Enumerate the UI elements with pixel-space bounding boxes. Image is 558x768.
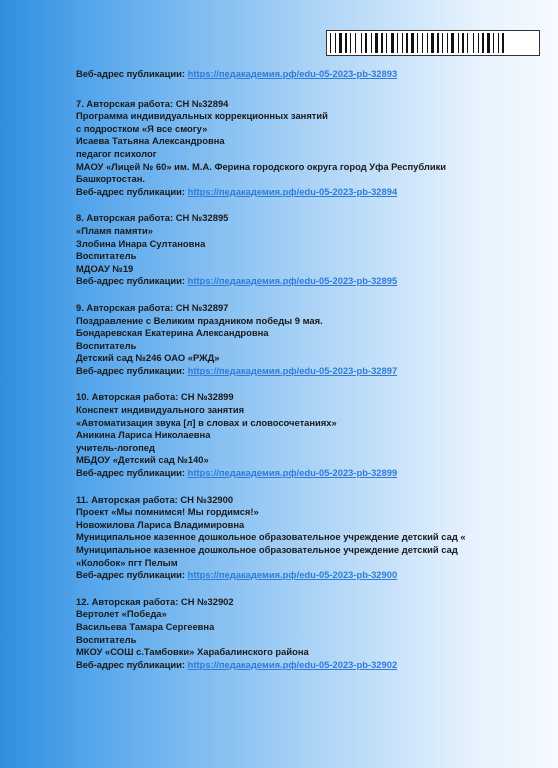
entry-12 [76, 596, 546, 672]
barcode-stripe [460, 33, 461, 53]
entry-line: «Колобок» пгт Пелым [76, 556, 178, 568]
publication-link[interactable]: https://педакадемия.рф/edu-05-2023-pb-32900 [187, 569, 398, 581]
barcode-stripe [397, 33, 398, 53]
entry-7 [76, 98, 546, 199]
barcode-stripe [478, 33, 479, 53]
entry-line: Программа индивидуальных коррекционных занятий [76, 110, 328, 122]
entry-line: педагог психолог [76, 147, 157, 159]
url-label: Веб-адрес публикации: [76, 569, 186, 581]
barcode-stripe [449, 33, 450, 53]
barcode-stripe [365, 33, 367, 53]
entry-line: Воспитатель [76, 339, 137, 351]
entry-line: Васильева Тамара Сергеевна [76, 620, 215, 632]
barcode-stripe [469, 33, 472, 53]
barcode-stripe [371, 33, 372, 53]
barcode-stripe [388, 33, 390, 53]
url-label: Веб-адрес публикации: [76, 185, 186, 197]
barcode-stripe [386, 33, 387, 53]
entry-line: Новожилова Лариса Владимировна [76, 518, 245, 530]
entry-line: МАОУ «Лицей № 60» им. М.А. Ферина городского округа город Уфа Республики [76, 160, 447, 172]
barcode-stripe [415, 33, 416, 53]
barcode-stripe [348, 33, 349, 53]
barcode-stripe [330, 33, 331, 53]
barcode-stripe [357, 33, 360, 53]
publication-link[interactable]: https://педакадемия.рф/edu-05-2023-pb-32902 [187, 658, 398, 670]
barcode-stripe [435, 33, 436, 53]
entry-11 [76, 494, 546, 582]
barcode [326, 30, 540, 56]
entry-line: Злобина Инара Султановна [76, 237, 206, 249]
barcode-stripe [343, 33, 344, 53]
barcode-stripe [431, 33, 434, 53]
barcode-stripe [462, 33, 464, 53]
entry-line: МБДОУ «Детский сад №140» [76, 454, 209, 466]
entry-10 [76, 391, 546, 479]
barcode-stripe [335, 33, 336, 53]
barcode-stripe [444, 33, 446, 53]
barcode-stripe [395, 33, 396, 53]
url-line [76, 186, 546, 199]
barcode-stripe [409, 33, 410, 53]
barcode-stripe [424, 33, 426, 53]
barcode-stripe [480, 33, 481, 53]
barcode-stripe [427, 33, 428, 53]
barcode-stripe [402, 33, 403, 53]
barcode-stripe [379, 33, 380, 53]
barcode-stripe [491, 33, 492, 53]
barcode-stripe [495, 33, 497, 53]
barcode-stripe [458, 33, 459, 53]
barcode-stripe [355, 33, 356, 53]
entry-header: 9. Авторская работа: СН №32897 [76, 301, 229, 313]
barcode-stripe [475, 33, 477, 53]
url-line [76, 275, 546, 288]
url-label: Веб-адрес публикации: [76, 658, 186, 670]
entry-line: Детский сад №246 ОАО «РЖД» [76, 352, 220, 364]
barcode-stripe [368, 33, 370, 53]
entry-line: Муниципальное казенное дошкольное образовательное учреждение детский сад [76, 544, 458, 555]
barcode-stripe [361, 33, 362, 53]
barcode-stripe [498, 33, 499, 53]
barcode-stripe [447, 33, 448, 53]
entry-8 [76, 212, 546, 288]
url-label: Веб-адрес публикации: [76, 364, 186, 376]
url-line [76, 467, 546, 480]
entry-line: «Пламя памяти» [76, 224, 153, 236]
publication-link[interactable]: https://педакадемия.рф/edu-05-2023-pb-32894 [187, 185, 398, 197]
entry-line: Воспитатель [76, 250, 137, 262]
entry-line: Вертолет «Победа» [76, 608, 167, 620]
url-label: Веб-адрес публикации: [76, 467, 186, 479]
barcode-stripe [350, 33, 351, 53]
publication-link[interactable]: https://педакадемия.рф/edu-05-2023-pb-32899 [187, 467, 398, 479]
barcode-stripe [505, 33, 506, 53]
entry-line: Воспитатель [76, 633, 137, 645]
barcode-stripe [442, 33, 443, 53]
barcode-stripe [399, 33, 401, 53]
entry-line: МДОАУ №19 [76, 262, 134, 274]
barcode-stripe [473, 33, 474, 53]
barcode-stripe [363, 33, 364, 53]
entry-line: «Автоматизация звука [л] в словах и словосочетаниях» [76, 416, 337, 428]
barcode-stripe [437, 33, 439, 53]
barcode-stripe [375, 33, 378, 53]
document-content [76, 68, 546, 685]
barcode-stripe [467, 33, 468, 53]
entry-header: 8. Авторская работа: СН №32895 [76, 212, 229, 224]
entry-line: Проект «Мы помнимся! Мы гордимся!» [76, 506, 259, 518]
url-line [76, 659, 546, 672]
barcode-stripe [345, 33, 347, 53]
barcode-stripe [337, 33, 338, 53]
entry-line: МКОУ «СОШ с.Тамбовки» Харабалинского района [76, 646, 309, 658]
barcode-stripe [384, 33, 385, 53]
barcode-stripe [404, 33, 405, 53]
barcode-stripe [482, 33, 484, 53]
entry-line: учитель-логопед [76, 441, 155, 453]
barcode-stripe [451, 33, 454, 53]
barcode-stripe [493, 33, 494, 53]
entry-line: Бондаревская Екатерина Александровна [76, 327, 269, 339]
barcode-stripe [417, 33, 418, 53]
url-label: Веб-адрес публикации: [76, 275, 186, 287]
entry-header: 12. Авторская работа: СН №32902 [76, 595, 234, 607]
first-url-line [76, 68, 546, 81]
barcode-stripe [419, 33, 421, 53]
entry-header: 11. Авторская работа: СН №32900 [76, 493, 234, 505]
publication-link[interactable]: https://педакадемия.рф/edu-05-2023-pb-32895 [187, 275, 398, 287]
barcode-stripe [440, 33, 441, 53]
publication-link[interactable]: https://педакадемия.рф/edu-05-2023-pb-32897 [187, 364, 398, 376]
barcode-stripe [391, 33, 394, 53]
barcode-stripe [339, 33, 342, 53]
barcode-stripe [381, 33, 383, 53]
barcode-stripe [352, 33, 354, 53]
entry-line: Башкортостан. [76, 173, 146, 185]
entry-line: с подростком «Я все смогу» [76, 122, 208, 134]
barcode-stripe [373, 33, 374, 53]
entry-line: Муниципальное казенное дошкольное образовательное учреждение детский сад « [76, 531, 466, 543]
barcode-stripe [485, 33, 486, 53]
entry-9 [76, 302, 546, 378]
barcode-stripe [406, 33, 408, 53]
entry-line: Аникина Лариса Николаевна [76, 429, 211, 441]
barcode-stripe [429, 33, 430, 53]
entry-line: Исаева Татьяна Александровна [76, 135, 225, 147]
entry-header: 7. Авторская работа: СН №32894 [76, 97, 229, 109]
barcode-stripe [422, 33, 423, 53]
entry-line: Конспект индивидуального занятия [76, 404, 245, 416]
url-line [76, 365, 546, 378]
entry-header: 10. Авторская работа: СН №32899 [76, 391, 234, 403]
barcode-stripe [500, 33, 501, 53]
entry-line: Поздравление с Великим праздником победы 9 мая. [76, 314, 323, 326]
publication-link[interactable]: https://педакадемия.рф/edu-05-2023-pb-32893 [187, 68, 398, 79]
barcode-stripe [411, 33, 414, 53]
barcode-stripe [487, 33, 490, 53]
barcode-stripe [465, 33, 466, 53]
barcode-stripe [455, 33, 457, 53]
url-label: Веб-адрес публикации: [76, 68, 186, 79]
barcode-stripe [502, 33, 504, 53]
barcode-stripe [332, 33, 334, 53]
url-line [76, 569, 546, 582]
